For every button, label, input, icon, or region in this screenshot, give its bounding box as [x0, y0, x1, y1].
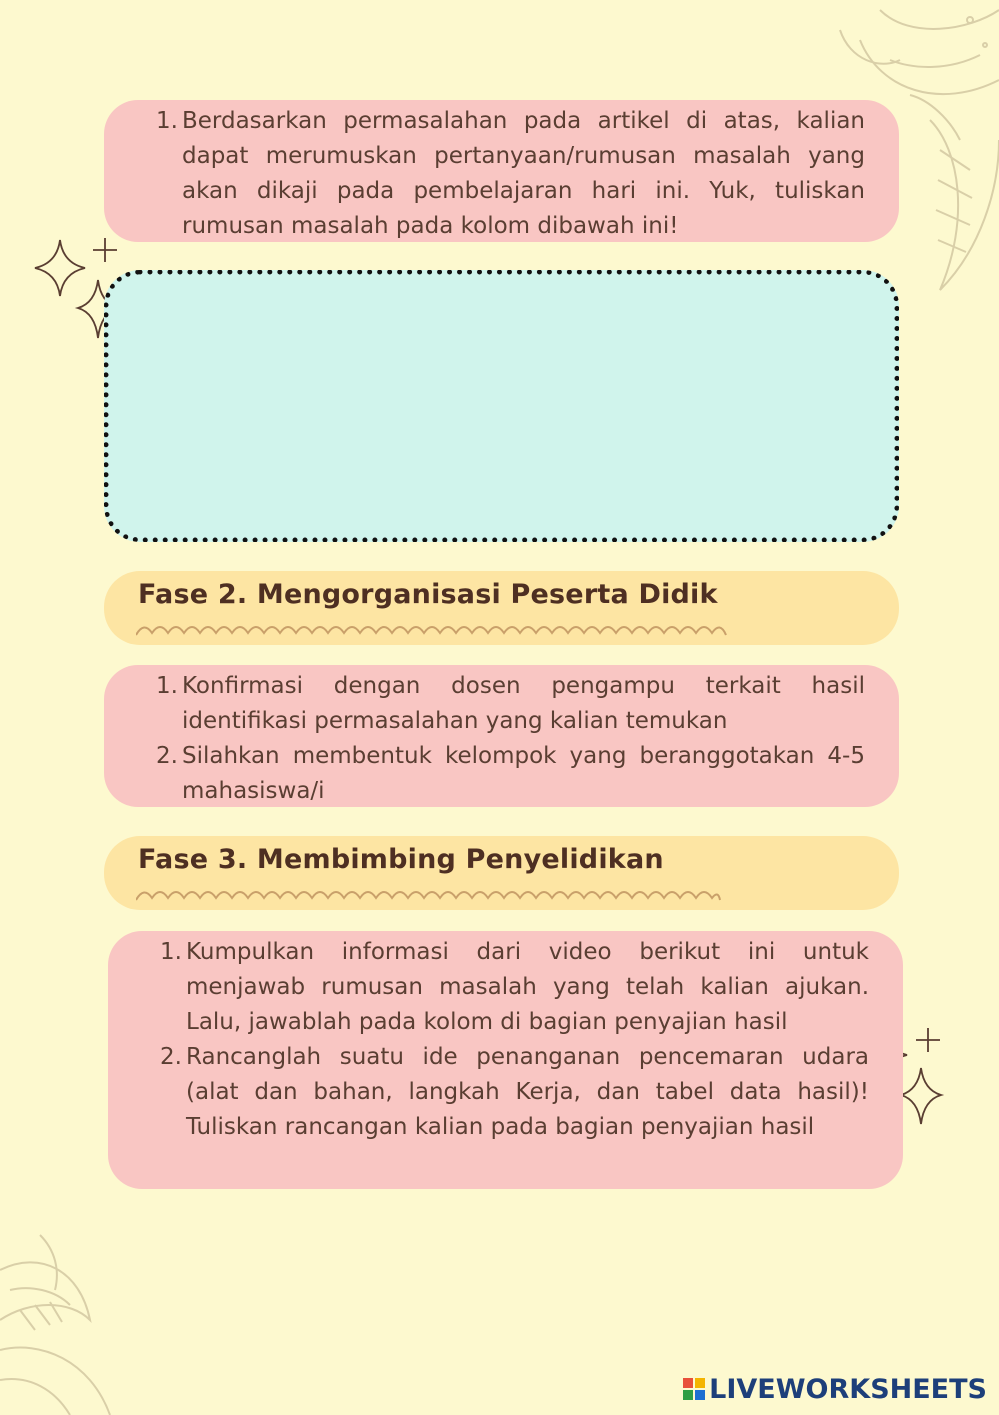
instruction-box-2	[104, 665, 899, 807]
list-item: Berdasarkan permasalahan pada artikel di atas, kalian dapat merumuskan pertanyaan/rumusan masalah yang akan dikaji pada pembelajaran hari ini. Yuk, tuliskan rumusan masalah pada kolom dibawah ini!	[182, 108, 865, 239]
list-item: Silahkan membentuk kelompok yang beranggotakan 4-5 mahasiswa/i	[182, 743, 865, 804]
fase-3-header	[104, 836, 899, 910]
instruction-list	[104, 669, 865, 809]
fase-2-title: Fase 2. Mengorganisasi Peserta Didik	[138, 579, 718, 610]
list-item: Rancanglah suatu ide penanganan pencemaran udara (alat dan bahan, langkah Kerja, dan tabel data hasil)! Tuliskan rancangan kalian pada bagian penyajian hasil	[186, 1044, 869, 1140]
instruction-box-1	[104, 100, 899, 242]
floral-decoration-icon	[0, 1230, 120, 1415]
wave-underline-icon	[136, 884, 722, 904]
wave-underline-icon	[136, 619, 728, 639]
instruction-list	[104, 104, 865, 244]
liveworksheets-logo-icon	[683, 1378, 705, 1402]
instruction-list	[108, 935, 869, 1145]
list-item: Konfirmasi dengan dosen pengampu terkait hasil identifikasi permasalahan yang kalian temukan	[182, 673, 865, 734]
brand-text: LIVEWORKSHEETS	[709, 1374, 987, 1405]
list-item: Kumpulkan informasi dari video berikut ini untuk menjawab rumusan masalah yang telah kalian ajukan. Lalu, jawablah pada kolom di bagian penyajian hasil	[186, 939, 869, 1035]
instruction-box-3	[108, 931, 903, 1189]
answer-input-area[interactable]	[104, 270, 899, 542]
fase-2-header	[104, 571, 899, 645]
fase-3-title: Fase 3. Membimbing Penyelidikan	[138, 844, 664, 875]
liveworksheets-logo	[683, 1374, 987, 1405]
